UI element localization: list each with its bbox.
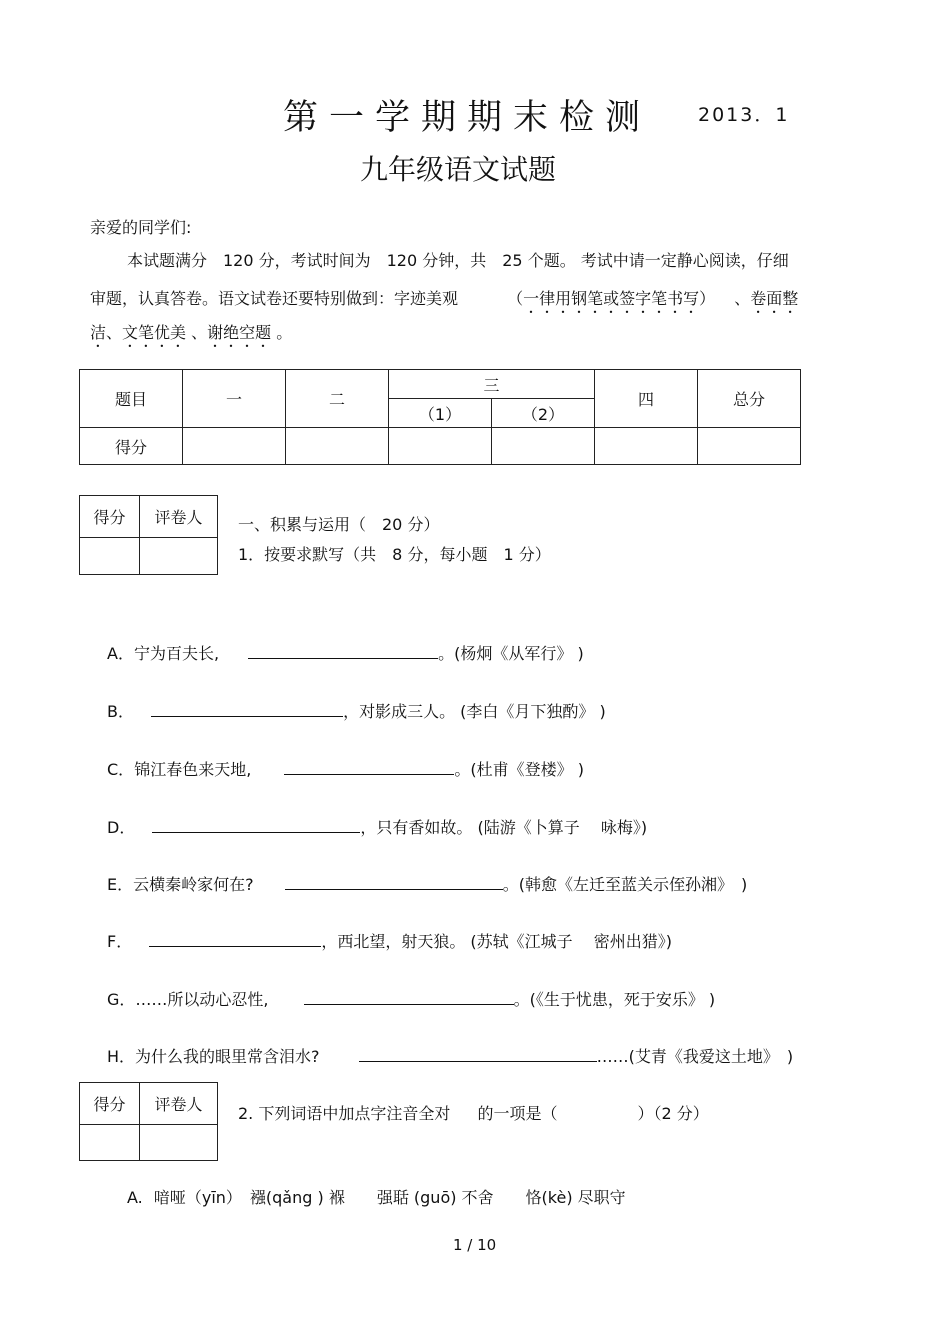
item-post: ，只有香如故。 (陆游《卜算子 咏梅》) xyxy=(360,818,648,837)
fill-item-a xyxy=(107,641,584,664)
grader-name-cell xyxy=(140,538,218,575)
score-cell xyxy=(183,428,286,465)
item-pre: 锦江春色来天地, xyxy=(134,760,252,779)
option-a xyxy=(127,1185,626,1208)
item-label: C． xyxy=(107,760,135,779)
score-table-header-cell: 总分 xyxy=(698,370,801,428)
answer-blank[interactable] xyxy=(304,988,514,1005)
fill-item-g xyxy=(107,987,715,1010)
grader-name-label: 评卷人 xyxy=(140,1083,218,1125)
score-cell xyxy=(286,428,389,465)
intro-line-3b: 、谢绝空题 xyxy=(191,323,272,342)
item-post: 。(杨炯《从军行》 ) xyxy=(438,644,584,663)
intro-line-2c: 、卷面整 xyxy=(734,289,799,308)
grader-box-2 xyxy=(79,1082,218,1161)
score-table-header-cell: 二 xyxy=(286,370,389,428)
exam-title: 第一学期期末检测 xyxy=(283,98,652,138)
option-content: 喑哑（yīn） 襁(qǎng ) 褓 强聒 (guō) 不舍 恪(kè) 尽职守 xyxy=(153,1188,626,1207)
dot-marks xyxy=(458,289,490,308)
intro-line-1: 本试题满分 120 分，考试时间为 120 分钟，共 25 个题。 考试中请一定静心阅读，仔细 xyxy=(127,251,789,270)
answer-blank[interactable] xyxy=(151,700,343,717)
grader-score-cell xyxy=(80,538,140,575)
page-number: 1 / 10 xyxy=(453,1236,497,1254)
intro-line-3 xyxy=(90,320,292,351)
item-pre: 云横秦岭家何在? xyxy=(133,875,254,894)
score-table-header-cell: 四 xyxy=(595,370,698,428)
item-post: 。(韩愈《左迁至蓝关示侄孙湘》 ) xyxy=(502,875,748,894)
fill-item-d xyxy=(107,815,647,838)
fill-item-e xyxy=(107,872,747,895)
item-pre: ……所以动心忍性, xyxy=(135,990,269,1009)
item-label: G． xyxy=(107,990,136,1009)
item-post: 。(杜甫《登楼》 ) xyxy=(454,760,584,779)
item-label: F． xyxy=(107,932,133,951)
fill-item-c xyxy=(107,757,584,780)
score-table-sub-cell: （1） xyxy=(389,399,492,428)
answer-blank[interactable] xyxy=(557,1103,637,1119)
answer-blank[interactable] xyxy=(248,642,438,659)
score-table-row-label: 得分 xyxy=(80,428,183,465)
score-table-sub-cell: （2） xyxy=(492,399,595,428)
dot-marks xyxy=(450,1104,466,1123)
grader-score-label: 得分 xyxy=(80,1083,140,1125)
intro-line-2 xyxy=(90,286,798,317)
q2-text-3: ）（2 分） xyxy=(637,1104,709,1123)
answer-blank[interactable] xyxy=(149,930,321,947)
intro-line-2b: （一律用钢笔或签字笔书写） xyxy=(507,289,716,308)
intro-line-3c: 。 xyxy=(271,323,293,342)
intro-line-3a: 洁、文笔优美 xyxy=(90,323,187,342)
item-label: A． xyxy=(107,644,134,663)
score-table-header-cell: 一 xyxy=(183,370,286,428)
exam-date: 2013．1 xyxy=(698,104,790,126)
item-post: ，对影成三人。 (李白《月下独酌》 ) xyxy=(343,702,606,721)
fill-item-f xyxy=(107,929,672,952)
score-table-header-cell: 题目 xyxy=(80,370,183,428)
score-cell xyxy=(698,428,801,465)
answer-blank[interactable] xyxy=(152,816,360,833)
item-pre: 为什么我的眼里常含泪水? xyxy=(135,1047,320,1066)
score-table-header-cell: 三 xyxy=(389,370,595,399)
answer-blank[interactable] xyxy=(359,1045,597,1062)
intro-line-2a: 审题，认真答卷。语文试卷还要特别做到：字迹美观 xyxy=(90,289,459,308)
item-label: H． xyxy=(107,1047,136,1066)
section-1-heading: 一、积累与运用（ 20 分） xyxy=(238,515,440,534)
question-1-prompt: 1．按要求默写（共 8 分，每小题 1 分） xyxy=(238,545,551,564)
answer-blank[interactable] xyxy=(284,758,454,775)
question-2-prompt xyxy=(238,1101,709,1132)
grader-score-label: 得分 xyxy=(80,496,140,538)
grader-box-1 xyxy=(79,495,218,575)
option-label: A. xyxy=(127,1188,143,1207)
score-table xyxy=(79,369,801,465)
grader-name-cell xyxy=(140,1125,218,1161)
greeting: 亲爱的同学们: xyxy=(90,218,192,237)
fill-item-b xyxy=(107,699,606,722)
item-post: ，西北望，射天狼。 (苏轼《江城子 密州出猎》) xyxy=(321,932,672,951)
answer-blank[interactable] xyxy=(285,873,503,890)
item-label: D． xyxy=(107,818,136,837)
item-pre: 宁为百夫长, xyxy=(133,644,220,663)
exam-subtitle: 九年级语文试题 xyxy=(360,153,557,186)
item-label: B． xyxy=(107,702,134,721)
score-cell xyxy=(595,428,698,465)
q2-text: 2. 下列词语中加点字注音全对 xyxy=(238,1104,451,1123)
item-post: 。(《生于忧患，死于安乐》 ) xyxy=(513,990,716,1009)
q2-text-2: 的一项是（ xyxy=(477,1104,558,1123)
grader-name-label: 评卷人 xyxy=(140,496,218,538)
item-label: E． xyxy=(107,875,134,894)
item-post: ……(艾青《我爱这土地》 ) xyxy=(596,1047,794,1066)
score-cell xyxy=(492,428,595,465)
fill-item-h xyxy=(107,1044,793,1067)
score-cell xyxy=(389,428,492,465)
grader-score-cell xyxy=(80,1125,140,1161)
